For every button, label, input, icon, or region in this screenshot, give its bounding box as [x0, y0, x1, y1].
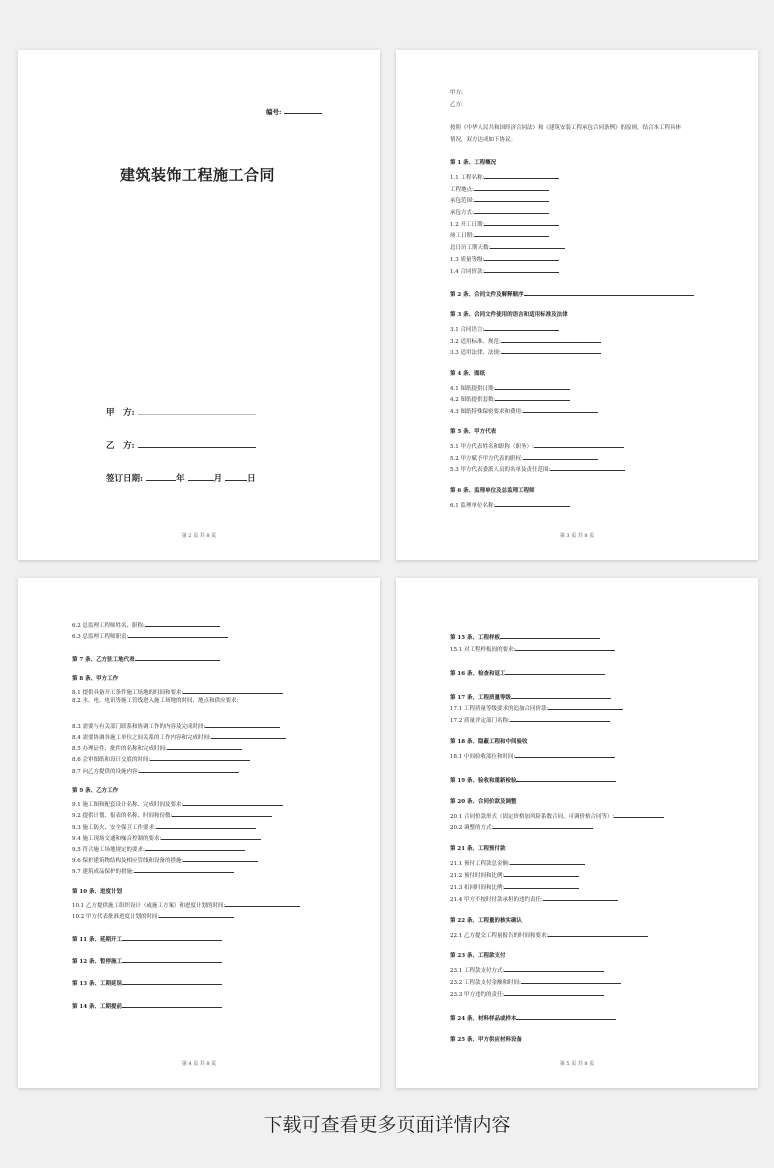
clause-text: 第 6 条、监理单位及总监理工程师: [450, 487, 535, 494]
clause-text: 21.1 预付工程款总金额:: [450, 861, 510, 868]
fill-in-blank: [516, 1013, 616, 1020]
clause-text: 第 8 条、甲方工作: [72, 676, 119, 682]
clause-text: 4.2 图纸提供套数:: [450, 397, 496, 404]
clause-line: [450, 266, 559, 276]
clause-text: 9.1 施工图和配套设计名称、完成时间及要求:: [72, 802, 184, 809]
clause-text: 21.2 预付时间和比例:: [450, 873, 505, 879]
clause-text: 第 20 条、合同价款及调整: [450, 798, 517, 805]
clause-text: 6.3 总监理工程师职责:: [72, 634, 129, 641]
clause-text: 第 9 条、乙方工作: [72, 788, 119, 794]
fill-in-blank: [183, 855, 258, 862]
fill-in-blank: [493, 822, 593, 829]
clause-text: 17.1 工程质量等级要求的追加合同价款:: [450, 706, 549, 713]
clause-text: 8.5 办理证件、批件的名称和完成时间:: [72, 746, 167, 753]
fill-in-blank: [510, 715, 610, 722]
clause-text: 承包范围:: [450, 198, 474, 205]
clause-heading: [450, 1037, 522, 1044]
clause-text: 9.6 保护建筑物结构及相应管线和设备的措施:: [72, 858, 184, 865]
clause-text: 8.4 需要协调各施工单位之间关系的工作内容和完成时间:: [72, 735, 211, 741]
fill-in-blank: [534, 441, 624, 448]
fill-in-blank: [548, 930, 648, 937]
clause-line: [450, 406, 598, 416]
clause-heading: [72, 956, 222, 966]
fill-in-blank: [145, 844, 245, 851]
clause-heading: [450, 775, 616, 785]
fill-in-blank: [516, 775, 616, 782]
clause-heading: [72, 889, 122, 896]
clause-text: 第 4 条、图纸: [450, 370, 486, 377]
clause-text: 8.7 向乙方提供的设施内容:: [72, 768, 140, 775]
clause-line: [450, 811, 664, 821]
clause-text: 第 12 条、暂停施工: [72, 959, 122, 965]
serial-number-row: [266, 105, 322, 116]
clause-line: [450, 242, 565, 252]
clause-line: [450, 336, 601, 346]
clause-text: 21.4 甲方不按时付款承担的违约责任:: [450, 896, 543, 903]
clause-heading: [72, 1001, 222, 1011]
clause-line: [450, 102, 463, 109]
fill-in-blank: [495, 394, 570, 401]
fill-in-blank: [521, 977, 621, 984]
clause-line: [72, 631, 228, 641]
clause-heading: [72, 788, 118, 795]
day-label: 日: [247, 474, 256, 484]
clause-line: [72, 766, 239, 776]
clause-line: [450, 90, 463, 97]
clause-text: 4.3 图纸特殊保密要求和费用:: [450, 408, 523, 415]
fill-in-blank: [504, 965, 604, 972]
clause-line: [450, 965, 604, 975]
clause-text: 第 25 条、甲方供应材料设备: [450, 1036, 522, 1043]
clause-text: 8.1 提供具备开工条件施工场地的时间和要求:: [72, 690, 184, 697]
clause-heading: [72, 934, 222, 944]
clause-line: [72, 822, 256, 832]
clause-text: 第 19 条、验收和重新检验: [450, 777, 517, 784]
year-blank: [146, 472, 176, 481]
clause-line: [72, 732, 286, 742]
page-number: 第 2 页 共 8 页: [181, 533, 217, 539]
clause-text: 3.3 适用法律、法规:: [450, 350, 501, 357]
party-b-row: [106, 439, 256, 451]
clause-heading: [450, 289, 694, 299]
clause-line: [72, 855, 258, 865]
party-a-label: 甲 方:: [106, 408, 135, 418]
fill-in-blank: [523, 406, 598, 413]
fill-in-blank: [510, 858, 585, 865]
clause-text: 4.1 图纸提供日期:: [450, 385, 496, 392]
party-a-blank: [138, 406, 256, 415]
clause-heading: [450, 799, 516, 806]
fill-in-blank: [484, 219, 559, 226]
clause-text: 5.3 甲方代表委派人员的名单及责任范围:: [450, 467, 551, 474]
clause-text: 乙方:: [450, 101, 463, 108]
clause-text: 23.1 工程款支付方式:: [450, 968, 505, 975]
clause-text: 第 16 条、检查和返工: [450, 670, 506, 677]
year-label: 年: [176, 474, 185, 484]
clause-line: [450, 644, 615, 654]
clause-text: 9.5 符合施工场地规定的要求:: [72, 847, 145, 853]
fill-in-blank: [484, 172, 559, 179]
clause-text: 5.2 甲方赋予甲方代表的职权:: [450, 455, 523, 462]
clause-text: 1.1 工程名称:: [450, 174, 485, 181]
clause-line: [450, 989, 604, 999]
page-number: 第 3 页 共 8 页: [559, 533, 595, 539]
clause-line: [450, 977, 621, 987]
clause-heading: [450, 846, 505, 853]
clause-heading: [72, 654, 220, 664]
fill-in-blank: [495, 383, 570, 390]
clause-heading: [450, 488, 535, 495]
clause-text: 第 13 条、工期延误: [72, 981, 122, 988]
clause-text: 1.3 质量等级:: [450, 256, 485, 263]
clause-text: 第 1 条、工程概况: [450, 160, 497, 167]
contract-page-4: [396, 578, 758, 1088]
clause-text: 9.4 施工现场交通和噪音控制的要求:: [72, 835, 162, 842]
fill-in-blank: [122, 956, 222, 963]
fill-in-blank: [495, 500, 570, 507]
clause-text: 8.3 需要与有关部门联系和协调工作的内容及完成时间:: [72, 723, 206, 730]
fill-in-blank: [156, 822, 256, 829]
clause-line: [450, 125, 681, 132]
clause-text: 第 23 条、工程款支付: [450, 953, 506, 960]
fill-in-blank: [159, 911, 234, 918]
fill-in-blank: [484, 254, 559, 261]
clause-text: 23.2 工程款支付金额和时间:: [450, 980, 521, 987]
fill-in-blank: [225, 900, 300, 907]
download-caption: 下载可查看更多页面详情内容: [263, 1114, 511, 1136]
clause-text: 6.2 总监理工程师姓名、职称:: [72, 623, 145, 629]
clause-heading: [450, 371, 485, 378]
clause-text: 1.4 合同价款:: [450, 268, 485, 275]
page-number: 第 4 页 共 8 页: [181, 1061, 217, 1067]
fill-in-blank: [490, 242, 565, 249]
contract-page-2: [396, 50, 758, 560]
clause-line: [450, 207, 549, 217]
fill-in-blank: [183, 799, 283, 806]
clause-heading: [72, 676, 118, 683]
fill-in-blank: [511, 692, 611, 699]
contract-title: 建筑装饰工程施工合同: [120, 166, 276, 184]
fill-in-blank: [150, 754, 250, 761]
fill-in-blank: [504, 882, 579, 889]
party-b-label: 乙 方:: [106, 441, 135, 451]
fill-in-blank: [504, 989, 604, 996]
clause-line: [450, 195, 549, 205]
clause-text: 8.6 会审图纸和设计交底的时间:: [72, 757, 151, 764]
clause-text: 竣工日期:: [450, 233, 474, 240]
clause-text: 20.2 调整的方式:: [450, 825, 494, 832]
clause-line: [450, 254, 559, 264]
clause-text: 9.2 提供计划、报表的名称、时间和份数:: [72, 813, 173, 820]
fill-in-blank: [474, 184, 549, 191]
clause-heading: [450, 160, 496, 167]
clause-line: [72, 754, 250, 764]
serial-number-blank: [284, 105, 322, 114]
clause-line: [450, 230, 549, 240]
clause-text: 承包方式:: [450, 210, 474, 216]
fill-in-blank: [484, 324, 559, 331]
fill-in-blank: [172, 810, 272, 817]
clause-text: 3.2 适用标准、规范:: [450, 338, 501, 345]
sign-date-row: [106, 472, 256, 484]
fill-in-blank: [167, 743, 242, 750]
clause-line: [72, 833, 261, 843]
clause-text: 22.1 乙方提交工程量报告的时间和要求:: [450, 932, 549, 939]
clause-line: [450, 894, 618, 904]
clause-text: 21.3 扣回时间和比例:: [450, 884, 505, 891]
clause-line: [72, 799, 283, 809]
fill-in-blank: [183, 687, 283, 694]
clause-text: 第 7 条、乙方驻工地代表: [72, 656, 135, 663]
clause-line: [450, 324, 559, 334]
clause-text: 第 14 条、工期提前: [72, 1003, 122, 1010]
clause-text: 第 24 条、材料样品或样本: [450, 1015, 517, 1022]
fill-in-blank: [515, 751, 615, 758]
sign-date-label: 签订日期:: [106, 474, 144, 484]
fill-in-blank: [614, 811, 664, 818]
contract-page-cover: [18, 50, 380, 560]
fill-in-blank: [122, 934, 222, 941]
clause-line: [72, 620, 220, 630]
clause-heading: [450, 312, 568, 319]
clause-line: [450, 751, 615, 761]
fill-in-blank: [505, 668, 605, 675]
clause-line: [450, 137, 516, 144]
clause-text: 按照《中华人民共和国经济合同法》和《建筑安装工程承包合同条例》的原则，结合本工程具体: [450, 125, 682, 132]
clause-text: 15.1 对工程样板间的要求:: [450, 646, 516, 653]
fill-in-blank: [550, 464, 625, 471]
contract-page-3: [18, 578, 380, 1088]
fill-in-blank: [474, 207, 549, 214]
clause-text: 8.2 水、电、电讯等施工管线进入施工场地的时间、地点和供应要求:: [72, 698, 239, 705]
clause-line: [72, 687, 283, 697]
clause-line: [72, 911, 234, 921]
party-a-row: [106, 406, 256, 418]
fill-in-blank: [474, 230, 549, 237]
fill-in-blank: [135, 654, 220, 661]
fill-in-blank: [474, 195, 549, 202]
clause-text: 6.1 监理单位名称:: [450, 502, 496, 509]
clause-text: 23.3 甲方违约的责任:: [450, 992, 505, 998]
clause-text: 第 2 条、合同文件及解释顺序: [450, 291, 524, 298]
fill-in-blank: [211, 732, 286, 739]
fill-in-blank: [543, 894, 618, 901]
clause-text: 第 21 条、工程预付款: [450, 846, 506, 853]
clause-line: [450, 172, 559, 182]
clause-text: 第 17 条、工程质量等级: [450, 694, 511, 701]
fill-in-blank: [515, 644, 615, 651]
clause-line: [450, 930, 648, 940]
day-blank: [225, 472, 247, 481]
clause-line: [450, 870, 579, 880]
clause-heading: [450, 739, 527, 746]
clause-text: 第 11 条、延期开工: [72, 936, 122, 943]
fill-in-blank: [548, 703, 623, 710]
clause-heading: [450, 953, 505, 960]
clause-text: 甲方:: [450, 90, 463, 96]
fill-in-blank: [501, 347, 601, 354]
clause-text: 第 18 条、隐蔽工程和中间验收: [450, 739, 528, 746]
clause-text: 第 3 条、合同文件使用的语言和适用标准及法律: [450, 312, 568, 319]
clause-line: [450, 822, 593, 832]
clause-text: 17.2 质量评定部门名称:: [450, 718, 510, 725]
clause-line: [72, 844, 245, 854]
fill-in-blank: [205, 721, 280, 728]
clause-text: 10.1 乙方提供施工组织设计（或施工方案）和进度计划的时间:: [72, 903, 226, 909]
clause-line: [72, 698, 238, 705]
clause-line: [450, 500, 570, 510]
clause-heading: [450, 692, 611, 702]
fill-in-blank: [128, 631, 228, 638]
clause-heading: [450, 1013, 616, 1023]
fill-in-blank: [500, 632, 600, 639]
clause-text: 9.7 建筑成品保护的措施:: [72, 869, 134, 876]
clause-line: [450, 464, 625, 474]
fill-in-blank: [139, 766, 239, 773]
clause-line: [72, 866, 234, 876]
clause-text: 20.1 合同价款形式（固定价格加风险系数合同、可调价格合同等）:: [450, 813, 615, 820]
fill-in-blank: [145, 620, 220, 627]
fill-in-blank: [122, 1001, 222, 1008]
clause-line: [450, 882, 579, 892]
fill-in-blank: [504, 870, 579, 877]
clause-text: 总日历工期天数:: [450, 245, 491, 252]
clause-line: [72, 810, 272, 820]
clause-text: 第 5 条、甲方代表: [450, 429, 497, 436]
clause-text: 1.2 开工日期:: [450, 221, 485, 228]
clause-line: [72, 900, 300, 910]
clause-line: [450, 858, 585, 868]
clause-text: 情况，双方达成如下协议。: [450, 136, 517, 143]
clause-line: [450, 453, 598, 463]
clause-text: 第 10 条、进度计划: [72, 888, 122, 895]
fill-in-blank: [122, 978, 222, 985]
month-blank: [188, 472, 214, 481]
clause-text: 第 22 条、工程量的核实确认: [450, 917, 522, 924]
clause-line: [450, 703, 623, 713]
clause-heading: [450, 918, 522, 925]
fill-in-blank: [523, 453, 598, 460]
clause-line: [72, 721, 280, 731]
clause-text: 10.2 甲方代表批准进度计划的时间:: [72, 914, 160, 921]
party-b-blank: [138, 439, 256, 448]
fill-in-blank: [161, 833, 261, 840]
clause-text: 9.3 施工防火、安全保卫工作要求:: [72, 824, 156, 831]
clause-line: [450, 184, 549, 194]
clause-line: [450, 383, 570, 393]
clause-line: [450, 441, 624, 451]
clause-heading: [450, 668, 605, 678]
fill-in-blank: [484, 266, 559, 273]
page-number: 第 5 页 共 8 页: [559, 1061, 595, 1067]
clause-text: 5.1 甲方代表姓名和职称（职务）:: [450, 444, 534, 450]
clause-text: 3.1 合同语言:: [450, 327, 485, 333]
clause-heading: [450, 429, 496, 436]
serial-number-label: 编号:: [266, 108, 282, 116]
fill-in-blank: [501, 336, 601, 343]
clause-line: [450, 394, 570, 404]
month-label: 月: [213, 474, 223, 484]
clause-line: [450, 347, 601, 357]
clause-heading: [450, 632, 600, 642]
clause-line: [450, 219, 559, 229]
clause-line: [450, 715, 610, 725]
fill-in-blank: [134, 866, 234, 873]
fill-in-blank: [524, 289, 694, 296]
clause-heading: [72, 978, 222, 988]
clause-text: 第 15 条、工程样板: [450, 635, 500, 641]
clause-text: 工程地点:: [450, 186, 474, 193]
clause-line: [72, 743, 242, 753]
clause-text: 18.1 中间验收部位和时间:: [450, 754, 516, 760]
